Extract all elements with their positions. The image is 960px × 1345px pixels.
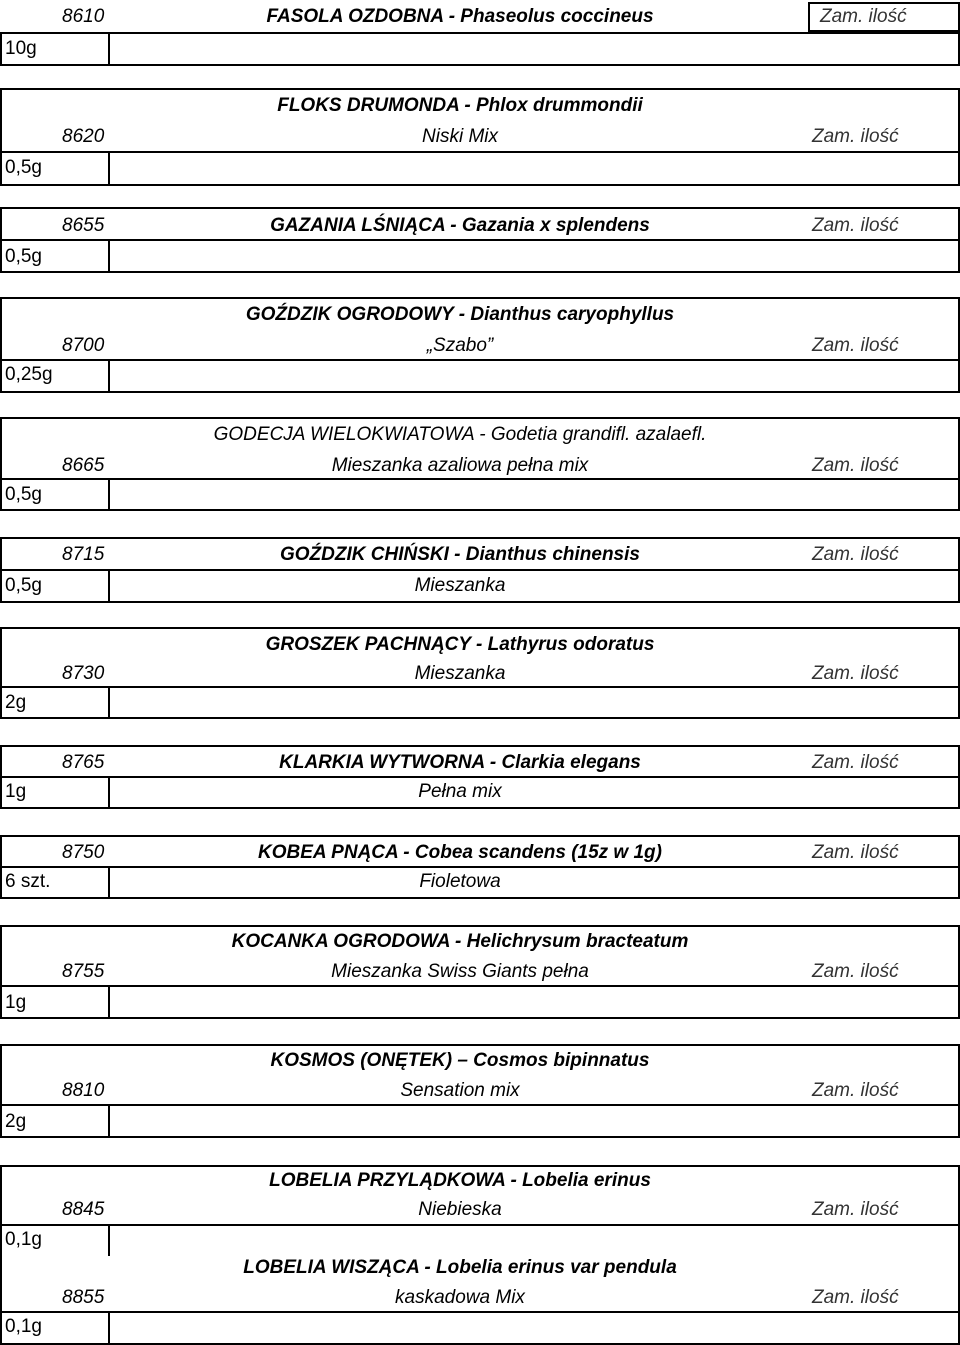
package-weight: 2g — [5, 1111, 27, 1132]
product-title: LOBELIA WISZĄCA - Lobelia erinus var pendula — [243, 1257, 677, 1278]
divider — [108, 1224, 110, 1256]
divider — [108, 151, 110, 186]
package-weight: 0,1g — [5, 1229, 42, 1250]
package-weight: 0,1g — [5, 1316, 42, 1337]
product-code: 8845 — [62, 1199, 105, 1220]
order-quantity-label[interactable]: Zam. ilość — [812, 215, 899, 236]
divider — [0, 686, 960, 688]
product-frame — [0, 1165, 960, 1345]
order-quantity-label[interactable]: Zam. ilość — [812, 1199, 899, 1220]
product-title: KOCANKA OGRODOWA - Helichrysum bracteatum — [231, 931, 689, 952]
divider — [0, 866, 960, 868]
product-variety: Mieszanka — [414, 663, 506, 684]
package-weight: 1g — [5, 781, 27, 802]
package-weight: 0,25g — [5, 364, 53, 385]
package-weight: 2g — [5, 692, 27, 713]
product-code: 8730 — [62, 663, 105, 684]
divider — [0, 151, 960, 153]
package-weight: 0,5g — [5, 157, 42, 178]
divider — [0, 359, 960, 361]
product-title: GOŹDZIK OGRODOWY - Dianthus caryophyllus — [245, 304, 675, 325]
divider — [0, 1224, 960, 1226]
divider — [108, 1104, 110, 1138]
product-title: LOBELIA PRZYLĄDKOWA - Lobelia erinus — [269, 1170, 651, 1191]
order-quantity-label[interactable]: Zam. ilość — [812, 961, 899, 982]
order-quantity-label[interactable]: Zam. ilość — [812, 663, 899, 684]
product-title: KOSMOS (ONĘTEK) – Cosmos bipinnatus — [270, 1050, 650, 1071]
product-code: 8765 — [62, 752, 105, 773]
divider — [108, 478, 110, 511]
product-variety: Mieszanka azaliowa pełna mix — [331, 455, 589, 476]
product-title: GOŹDZIK CHIŃSKI - Dianthus chinensis — [280, 544, 640, 565]
order-quantity-label[interactable]: Zam. ilość — [812, 752, 899, 773]
product-title: KLARKIA WYTWORNA - Clarkia elegans — [279, 752, 641, 773]
product-code: 8750 — [62, 842, 105, 863]
product-frame — [0, 32, 960, 66]
product-code: 8855 — [62, 1287, 105, 1308]
product-title: GAZANIA LŚNIĄCA - Gazania x splendens — [270, 215, 650, 236]
divider — [0, 776, 960, 778]
divider — [0, 1311, 960, 1313]
product-variety: kaskadowa Mix — [395, 1287, 525, 1308]
product-title: GROSZEK PACHNĄCY - Lathyrus odoratus — [265, 634, 655, 655]
product-title: KOBEA PNĄCA - Cobea scandens (15z w 1g) — [257, 842, 662, 863]
divider — [0, 478, 960, 480]
package-weight: 0,5g — [5, 575, 42, 596]
product-code: 8620 — [62, 126, 105, 147]
divider — [0, 985, 960, 987]
product-code: 8755 — [62, 961, 105, 982]
divider — [0, 1104, 960, 1106]
product-variety: Mieszanka Swiss Giants pełna — [331, 961, 589, 982]
product-variety: Sensation mix — [400, 1080, 520, 1101]
divider — [0, 239, 960, 241]
product-code: 8715 — [62, 544, 105, 565]
order-quantity-label[interactable]: Zam. ilość — [812, 1080, 899, 1101]
divider — [108, 985, 110, 1019]
product-code: 8810 — [62, 1080, 105, 1101]
divider — [108, 1311, 110, 1343]
product-code: 8610 — [62, 6, 105, 27]
product-title: FLOKS DRUMONDA - Phlox drummondii — [277, 95, 643, 116]
divider — [108, 359, 110, 393]
product-variety: Niebieska — [418, 1199, 502, 1220]
product-code: 8655 — [62, 215, 105, 236]
product-code: 8665 — [62, 455, 105, 476]
product-variety: Pełna mix — [418, 781, 502, 802]
order-quantity-label[interactable]: Zam. ilość — [812, 544, 899, 565]
product-code: 8700 — [62, 335, 105, 356]
order-quantity-label[interactable]: Zam. ilość — [812, 455, 899, 476]
divider — [108, 32, 110, 66]
order-quantity-label[interactable]: Zam. ilość — [812, 335, 899, 356]
order-quantity-label[interactable]: Zam. ilość — [812, 126, 899, 147]
divider — [108, 239, 110, 273]
product-variety: „Szabo” — [426, 335, 494, 356]
divider — [108, 686, 110, 719]
product-variety: Fioletowa — [419, 871, 501, 892]
divider — [0, 569, 960, 571]
product-title: GODECJA WIELOKWIATOWA - Godetia grandifl. azalaefl. — [213, 424, 707, 445]
product-variety: Niski Mix — [422, 126, 498, 147]
order-quantity-label[interactable]: Zam. ilość — [812, 1287, 899, 1308]
order-quantity-label[interactable]: Zam. ilość — [812, 842, 899, 863]
order-quantity-label: Zam. ilość — [820, 6, 907, 27]
package-weight: 0,5g — [5, 246, 42, 267]
package-weight: 1g — [5, 992, 27, 1013]
product-variety: Mieszanka — [414, 575, 506, 596]
package-weight: 10g — [5, 38, 37, 59]
product-title: FASOLA OZDOBNA - Phaseolus coccineus — [266, 6, 654, 27]
package-weight: 0,5g — [5, 484, 42, 505]
package-weight: 6 szt. — [5, 871, 51, 892]
